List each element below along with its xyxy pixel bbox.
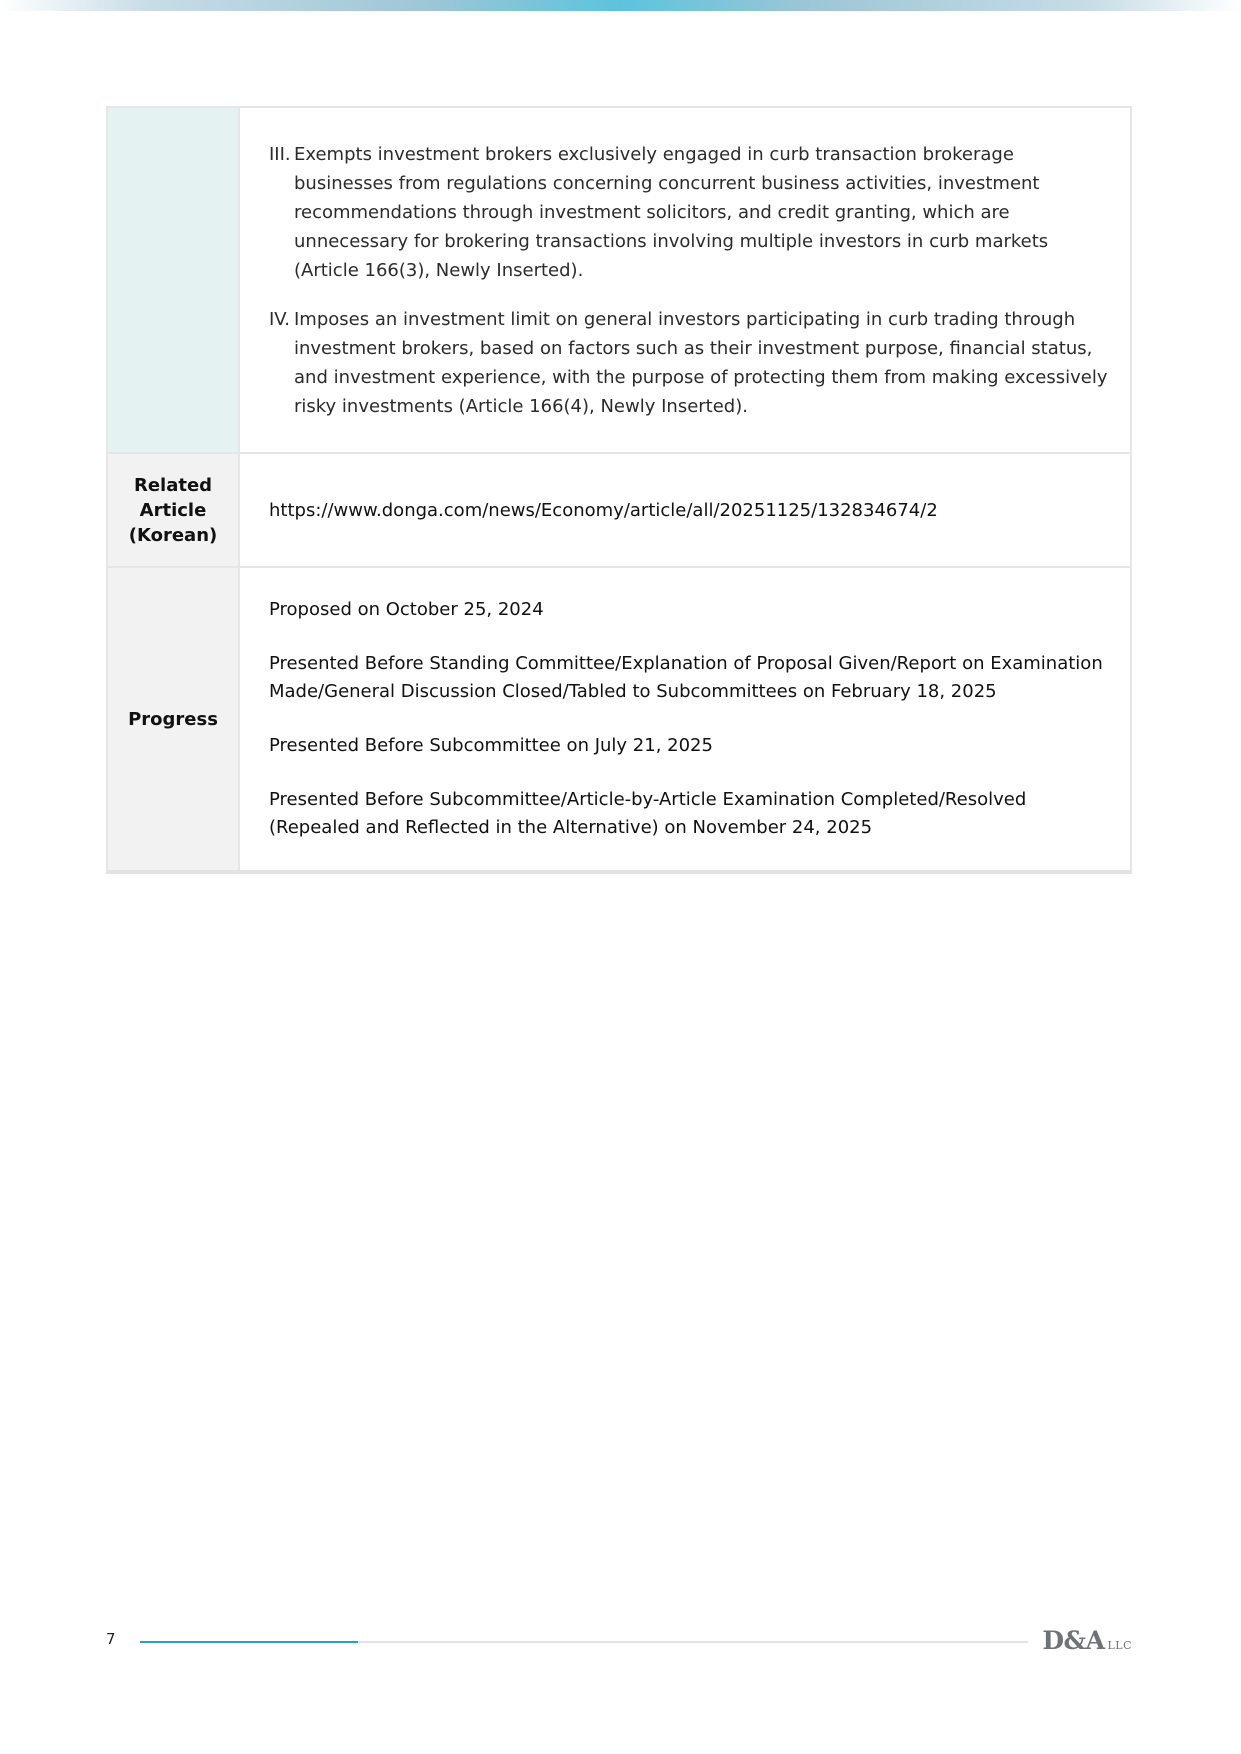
logo-text: D&A: [1042, 1626, 1105, 1655]
top-gradient-bar: [0, 0, 1241, 11]
table-row: [107, 453, 1131, 567]
table-row: [107, 567, 1131, 872]
related-article-link[interactable]: https://www.donga.com/news/Economy/article/all/20251125/132834674/2: [269, 499, 938, 521]
page-number: 7: [106, 1630, 116, 1648]
progress-step: Presented Before Subcommittee on July 21, 2025: [269, 735, 713, 756]
table-row: [107, 107, 1131, 453]
provisions-list: [269, 140, 1112, 421]
related-article-cell: [239, 453, 1131, 567]
progress-cell: [239, 567, 1131, 872]
list-item-text: Imposes an investment limit on general investors participating in curb trading through investment brokers, based on factors such as their investment purpose, financial status, and investment experience, with the purpose of protecting them from making excessively risky investments (Article 166(4), Newly Inserted).: [294, 308, 1108, 417]
empty-label-cell: [107, 107, 239, 453]
progress-step: Presented Before Subcommittee/Article-by-Article Examination Completed/Resolved (Repealed and Reflected in the Alternative) on November 24, 2025: [269, 789, 1027, 838]
related-article-label: Related Article (Korean): [107, 453, 239, 567]
company-logo: [1042, 1626, 1132, 1655]
page-footer: [106, 1626, 1132, 1656]
footer-progress-fill: [140, 1641, 358, 1643]
list-item: [269, 305, 1112, 421]
list-item-text: Exempts investment brokers exclusively engaged in curb transaction brokerage businesses from regulations concerning concurrent business activities, investment recommendations through investment solicitors, and credit granting, which are unnecessary for brokering transactions involving multiple investors in curb markets (Article 166(3), Newly Inserted).: [294, 143, 1049, 281]
progress-step: Presented Before Standing Committee/Explanation of Proposal Given/Report on Examination Made/General Discussion Closed/Tabled to Subcommittees on February 18, 2025: [269, 653, 1103, 702]
progress-label: Progress: [107, 567, 239, 872]
provisions-cell: [239, 107, 1131, 453]
logo-suffix: LLC: [1107, 1639, 1132, 1652]
list-item-numeral: III.: [269, 143, 291, 165]
list-item: [269, 140, 1112, 285]
list-item-numeral: IV.: [269, 308, 291, 330]
bill-details-table: [106, 106, 1132, 874]
footer-progress-track: [140, 1641, 1028, 1643]
progress-steps: [269, 596, 1112, 842]
progress-step: Proposed on October 25, 2024: [269, 599, 544, 620]
